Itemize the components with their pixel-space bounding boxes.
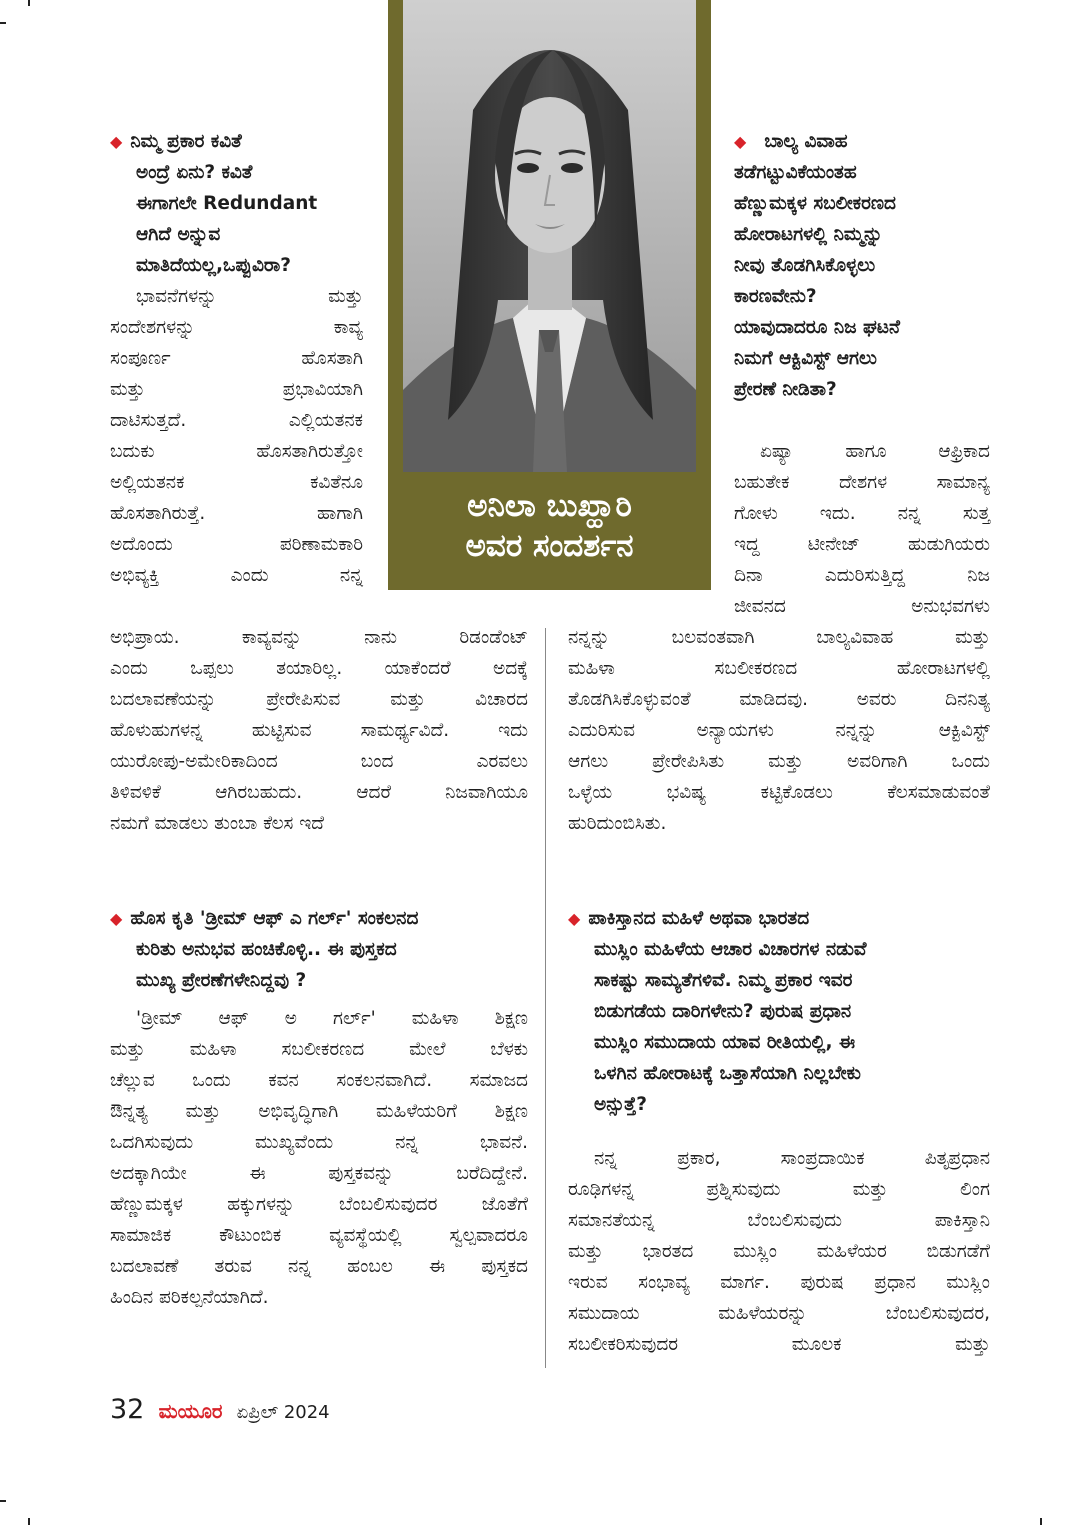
page-footer	[110, 1392, 330, 1431]
interview-photo-block	[388, 0, 711, 590]
answer-line: ಹಿಂದಿನ ಪರಿಕಲ್ಪನೆಯಾಗಿದೆ.	[110, 1287, 269, 1308]
answer-line: ಅಭಿಪ್ರಾಯ. ಕಾವ್ಯವನ್ನು ನಾನು ರಿಡಂಡೆಂಟ್	[110, 627, 528, 648]
question-line: ಅನ್ಸುತ್ತೆ?	[594, 1094, 647, 1115]
question-line: ಮುಸ್ಲಿಂ ಮಹಿಳೆಯ ಆಚಾರ ವಿಚಾರಗಳ ನಡುವೆ	[594, 939, 867, 960]
question-line: ಮುಸ್ಲಿಂ ಸಮುದಾಯ ಯಾವ ರೀತಿಯಲ್ಲಿ, ಈ	[594, 1032, 856, 1053]
answer-liberation	[568, 1143, 990, 1360]
answer-line: ಬಹುತೇಕ ದೇಶಗಳ ಸಾಮಾನ್ಯ	[734, 472, 990, 493]
answer-line: ತಿಳಿವಳಿಕೆ ಆಗಿರಬಹುದು. ಆದರೆ ನಿಜವಾಗಿಯೂ	[110, 782, 528, 803]
answer-line: ಬದಲಾವಣೆಯನ್ನು ಪ್ರೇರೇಪಿಸುವ ಮತ್ತು ವಿಚಾರದ	[110, 689, 528, 710]
question-line: ಹೆಣ್ಣುಮಕ್ಕಳ ಸಬಲೀಕರಣದ	[734, 193, 896, 214]
crop-mark	[28, 1518, 30, 1525]
answer-poetry-wide	[110, 622, 528, 839]
crop-mark	[0, 1500, 6, 1502]
question-line: ಬಿಡುಗಡೆಯ ದಾರಿಗಳೇನು? ಪುರುಷ ಪ್ರಧಾನ	[594, 1001, 852, 1022]
answer-line: ಅಭಿವ್ಯಕ್ತಿ ಎಂದು ನನ್ನ	[110, 565, 363, 586]
question-line: ಹೊಸ ಕೃತಿ 'ಡ್ರೀಮ್ ಆಫ್ ಎ ಗರ್ಲ್' ಸಂಕಲನದ	[130, 908, 419, 929]
question-line: ಕುರಿತು ಅನುಭವ ಹಂಚಿಕೊಳ್ಳಿ.. ಈ ಪುಸ್ತಕದ	[136, 939, 397, 960]
interview-title-line1: ಅನಿಲಾ ಬುಖ್ಹಾರಿ	[467, 488, 632, 524]
answer-line: ಅಲ್ಲಿಯತನಕ ಕವಿತೆನೂ	[110, 472, 363, 493]
answer-line: ಮತ್ತು ಮಹಿಳಾ ಸಬಲೀಕರಣದ ಮೇಲೆ ಬೆಳಕು	[110, 1039, 528, 1060]
answer-line: ಇದ್ದ ಟೀನೇಜ್ ಹುಡುಗಿಯರು	[734, 534, 990, 555]
question-line: ತಡೆಗಟ್ಟುವಿಕೆಯಂತಹ	[734, 162, 857, 183]
question-line: ಯಾವುದಾದರೂ ನಿಜ ಘಟನೆ	[734, 317, 901, 338]
portrait-photo	[403, 0, 696, 472]
magazine-logo: ಮಯೂರ	[158, 1399, 223, 1423]
question-line: ಪ್ರೇರಣೆ ನೀಡಿತಾ?	[734, 379, 837, 400]
answer-line: 'ಡ್ರೀಮ್ ಆಫ್ ಅ ಗರ್ಲ್' ಮಹಿಳಾ ಶಿಕ್ಷಣ	[136, 1008, 528, 1029]
answer-line: ಸಾಮಾಜಿಕ ಕೌಟುಂಬಿಕ ವ್ಯವಸ್ಥೆಯಲ್ಲಿ ಸ್ವಲ್ಪವಾದರೂ	[110, 1225, 528, 1246]
answer-line: ನನ್ನ ಪ್ರಕಾರ, ಸಾಂಪ್ರದಾಯಿಕ ಪಿತೃಪ್ರಧಾನ	[594, 1148, 990, 1169]
answer-line: ದಾಟಿಸುತ್ತದೆ. ಎಲ್ಲಿಯತನಕ	[110, 410, 363, 431]
diamond-bullet-icon: ◆	[734, 132, 747, 151]
answer-line: ಒದಗಿಸುವುದು ಮುಖ್ಯವೆಂದು ನನ್ನ ಭಾವನೆ.	[110, 1132, 528, 1153]
answer-line: ಸಂಪೂರ್ಣ ಹೊಸತಾಗಿ	[110, 348, 363, 369]
answer-line: ಮಹಿಳಾ ಸಬಲೀಕರಣದ ಹೋರಾಟಗಳಲ್ಲಿ	[568, 658, 990, 679]
page-number: 32	[110, 1394, 145, 1425]
answer-line: ಔನ್ನತ್ಯ ಮತ್ತು ಅಭಿವೃದ್ಧಿಗಾಗಿ ಮಹಿಳೆಯರಿಗೆ ಶಿಕ್ಷಣ	[110, 1101, 528, 1122]
question-line: ಆಗಿದೆ ಅನ್ನುವ	[136, 224, 221, 245]
answer-line: ಅದಕ್ಕಾಗಿಯೇ ಈ ಪುಸ್ತಕವನ್ನು ಬರೆದಿದ್ದೇನೆ.	[110, 1163, 528, 1184]
answer-activism-wide	[568, 622, 990, 839]
answer-line: ಏಷ್ಯಾ ಹಾಗೂ ಆಫ್ರಿಕಾದ	[760, 441, 990, 462]
answer-line: ಚೆಲ್ಲುವ ಒಂದು ಕವನ ಸಂಕಲನವಾಗಿದೆ. ಸಮಾಜದ	[110, 1070, 528, 1091]
answer-line: ಅದೊಂದು ಪರಿಣಾಮಕಾರಿ	[110, 534, 363, 555]
answer-line: ಸಂದೇಶಗಳನ್ನು ಕಾವ್ಯ	[110, 317, 363, 338]
answer-line: ಹೊಸತಾಗಿರುತ್ತೆ. ಹಾಗಾಗಿ	[110, 503, 363, 524]
answer-line: ಹೊಳುಹುಗಳನ್ನ ಹುಟ್ಟಿಸುವ ಸಾಮರ್ಥ್ಯವಿದೆ. ಇದು	[110, 720, 528, 741]
answer-line: ಆಗಲು ಪ್ರೇರೇಪಿಸಿತು ಮತ್ತು ಅವರಿಗಾಗಿ ಒಂದು	[568, 751, 990, 772]
issue-date: ಏಪ್ರಿಲ್ 2024	[236, 1402, 330, 1423]
question-line: ಬಾಲ್ಯ ವಿವಾಹ	[764, 131, 848, 152]
answer-line: ಹುರಿದುಂಬಿಸಿತು.	[568, 813, 667, 834]
answer-line: ನನ್ನನ್ನು ಬಲವಂತವಾಗಿ ಬಾಲ್ಯವಿವಾಹ ಮತ್ತು	[568, 627, 990, 648]
question-liberation	[568, 903, 992, 1120]
question-activism	[734, 126, 994, 405]
answer-activism-narrow	[734, 436, 990, 622]
answer-line: ದಿನಾ ಎದುರಿಸುತ್ತಿದ್ದ ನಿಜ	[734, 565, 990, 586]
question-line: ನಿಮಗೆ ಆಕ್ಟಿವಿಸ್ಟ್ ಆಗಲು	[734, 348, 877, 369]
answer-line: ಎಂದು ಒಪ್ಪಲು ತಯಾರಿಲ್ಲ. ಯಾಕೆಂದರೆ ಅದಕ್ಕೆ	[110, 658, 528, 679]
diamond-bullet-icon: ◆	[110, 909, 123, 928]
answer-line: ಸಮಾನತೆಯನ್ನ ಬೆಂಬಲಿಸುವುದು ಪಾಕಿಸ್ತಾನಿ	[568, 1210, 990, 1231]
answer-line: ಮತ್ತು ಪ್ರಭಾವಿಯಾಗಿ	[110, 379, 363, 400]
answer-line: ಸಮುದಾಯ ಮಹಿಳೆಯರನ್ನು ಬೆಂಬಲಿಸುವುದರ,	[568, 1303, 990, 1324]
question-line: ಮುಖ್ಯ ಪ್ರೇರಣೆಗಳೇನಿದ್ದವು ?	[136, 970, 307, 991]
crop-mark	[28, 0, 30, 6]
answer-line: ಹೆಣ್ಣುಮಕ್ಕಳ ಹಕ್ಕುಗಳನ್ನು ಬೆಂಬಲಿಸುವುದರ ಜೊತೆಗೆ	[110, 1194, 528, 1215]
answer-line: ಗೋಳು ಇದು. ನನ್ನ ಸುತ್ತ	[734, 503, 990, 524]
answer-line: ಒಳ್ಳೆಯ ಭವಿಷ್ಯ ಕಟ್ಟಿಕೊಡಲು ಕೆಲಸಮಾಡುವಂತೆ	[568, 782, 990, 803]
answer-line: ಭಾವನೆಗಳನ್ನು ಮತ್ತು	[136, 286, 363, 307]
question-line: ಸಾಕಷ್ಟು ಸಾಮ್ಯತೆಗಳಿವೆ. ನಿಮ್ಮ ಪ್ರಕಾರ ಇವರ	[594, 970, 853, 991]
answer-line: ಮತ್ತು ಭಾರತದ ಮುಸ್ಲಿಂ ಮಹಿಳೆಯರ ಬಿಡುಗಡೆಗೆ	[568, 1241, 990, 1262]
diamond-bullet-icon: ◆	[568, 909, 581, 928]
answer-line: ಜೀವನದ ಅನುಭವಗಳು	[734, 596, 990, 617]
answer-line: ಬದಲಾವಣೆ ತರುವ ನನ್ನ ಹಂಬಲ ಈ ಪುಸ್ತಕದ	[110, 1256, 528, 1277]
question-line: ಅಂದ್ರೆ ಏನು? ಕವಿತೆ	[136, 162, 253, 183]
answer-line: ಸಬಲೀಕರಿಸುವುದರ ಮೂಲಕ ಮತ್ತು	[568, 1334, 990, 1355]
question-line: ಮಾತಿದೆಯಲ್ಲ,ಒಪ್ಪುವಿರಾ?	[136, 255, 291, 276]
answer-line: ಯುರೋಪು-ಅಮೇರಿಕಾದಿಂದ ಬಂದ ಎರವಲು	[110, 751, 528, 772]
answer-line: ನಮಗೆ ಮಾಡಲು ತುಂಬಾ ಕೆಲಸ ಇದೆ	[110, 813, 324, 834]
column-divider	[545, 628, 546, 1368]
answer-line: ತೊಡಗಿಸಿಕೊಳ್ಳುವಂತೆ ಮಾಡಿದವು. ಅವರು ದಿನನಿತ್ಯ	[568, 689, 990, 710]
question-line: ನಿಮ್ಮ ಪ್ರಕಾರ ಕವಿತೆ	[130, 131, 242, 152]
question-line: ಪಾಕಿಸ್ತಾನದ ಮಹಿಳೆ ಅಥವಾ ಭಾರತದ	[588, 908, 810, 929]
interview-title-line2: ಅವರ ಸಂದರ್ಶನ	[465, 528, 634, 564]
answer-line: ಇರುವ ಸಂಭಾವ್ಯ ಮಾರ್ಗ. ಪುರುಷ ಪ್ರಧಾನ ಮುಸ್ಲಿಂ	[568, 1272, 990, 1293]
question-line: ನೀವು ತೊಡಗಿಸಿಕೊಳ್ಳಲು	[734, 255, 876, 276]
crop-mark	[0, 22, 6, 24]
answer-book	[110, 1003, 528, 1313]
question-poetry	[110, 126, 366, 281]
answer-line: ಎದುರಿಸುವ ಅನ್ಯಾಯಗಳು ನನ್ನನ್ನು ಆಕ್ಟಿವಿಸ್ಟ್	[568, 720, 990, 741]
portrait-image	[403, 0, 696, 472]
question-line: ಕಾರಣವೇನು?	[734, 286, 817, 307]
answer-line: ರೂಢಿಗಳನ್ನ ಪ್ರಶ್ನಿಸುವುದು ಮತ್ತು ಲಿಂಗ	[568, 1179, 990, 1200]
answer-poetry-narrow	[110, 281, 363, 591]
question-book	[110, 903, 530, 996]
question-line: ಒಳಗಿನ ಹೋರಾಟಕ್ಕೆ ಒತ್ತಾಸೆಯಾಗಿ ನಿಲ್ಲಬೇಕು	[594, 1063, 861, 1084]
diamond-bullet-icon: ◆	[110, 132, 123, 151]
interview-title	[388, 486, 711, 566]
crop-mark	[1040, 1518, 1042, 1525]
question-line: ಹೋರಾಟಗಳಲ್ಲಿ ನಿಮ್ಮನ್ನು	[734, 224, 883, 245]
answer-line: ಬದುಕು ಹೊಸತಾಗಿರುತ್ತೋ	[110, 441, 363, 462]
question-line: ಈಗಾಗಲೇ Redundant	[136, 193, 318, 214]
